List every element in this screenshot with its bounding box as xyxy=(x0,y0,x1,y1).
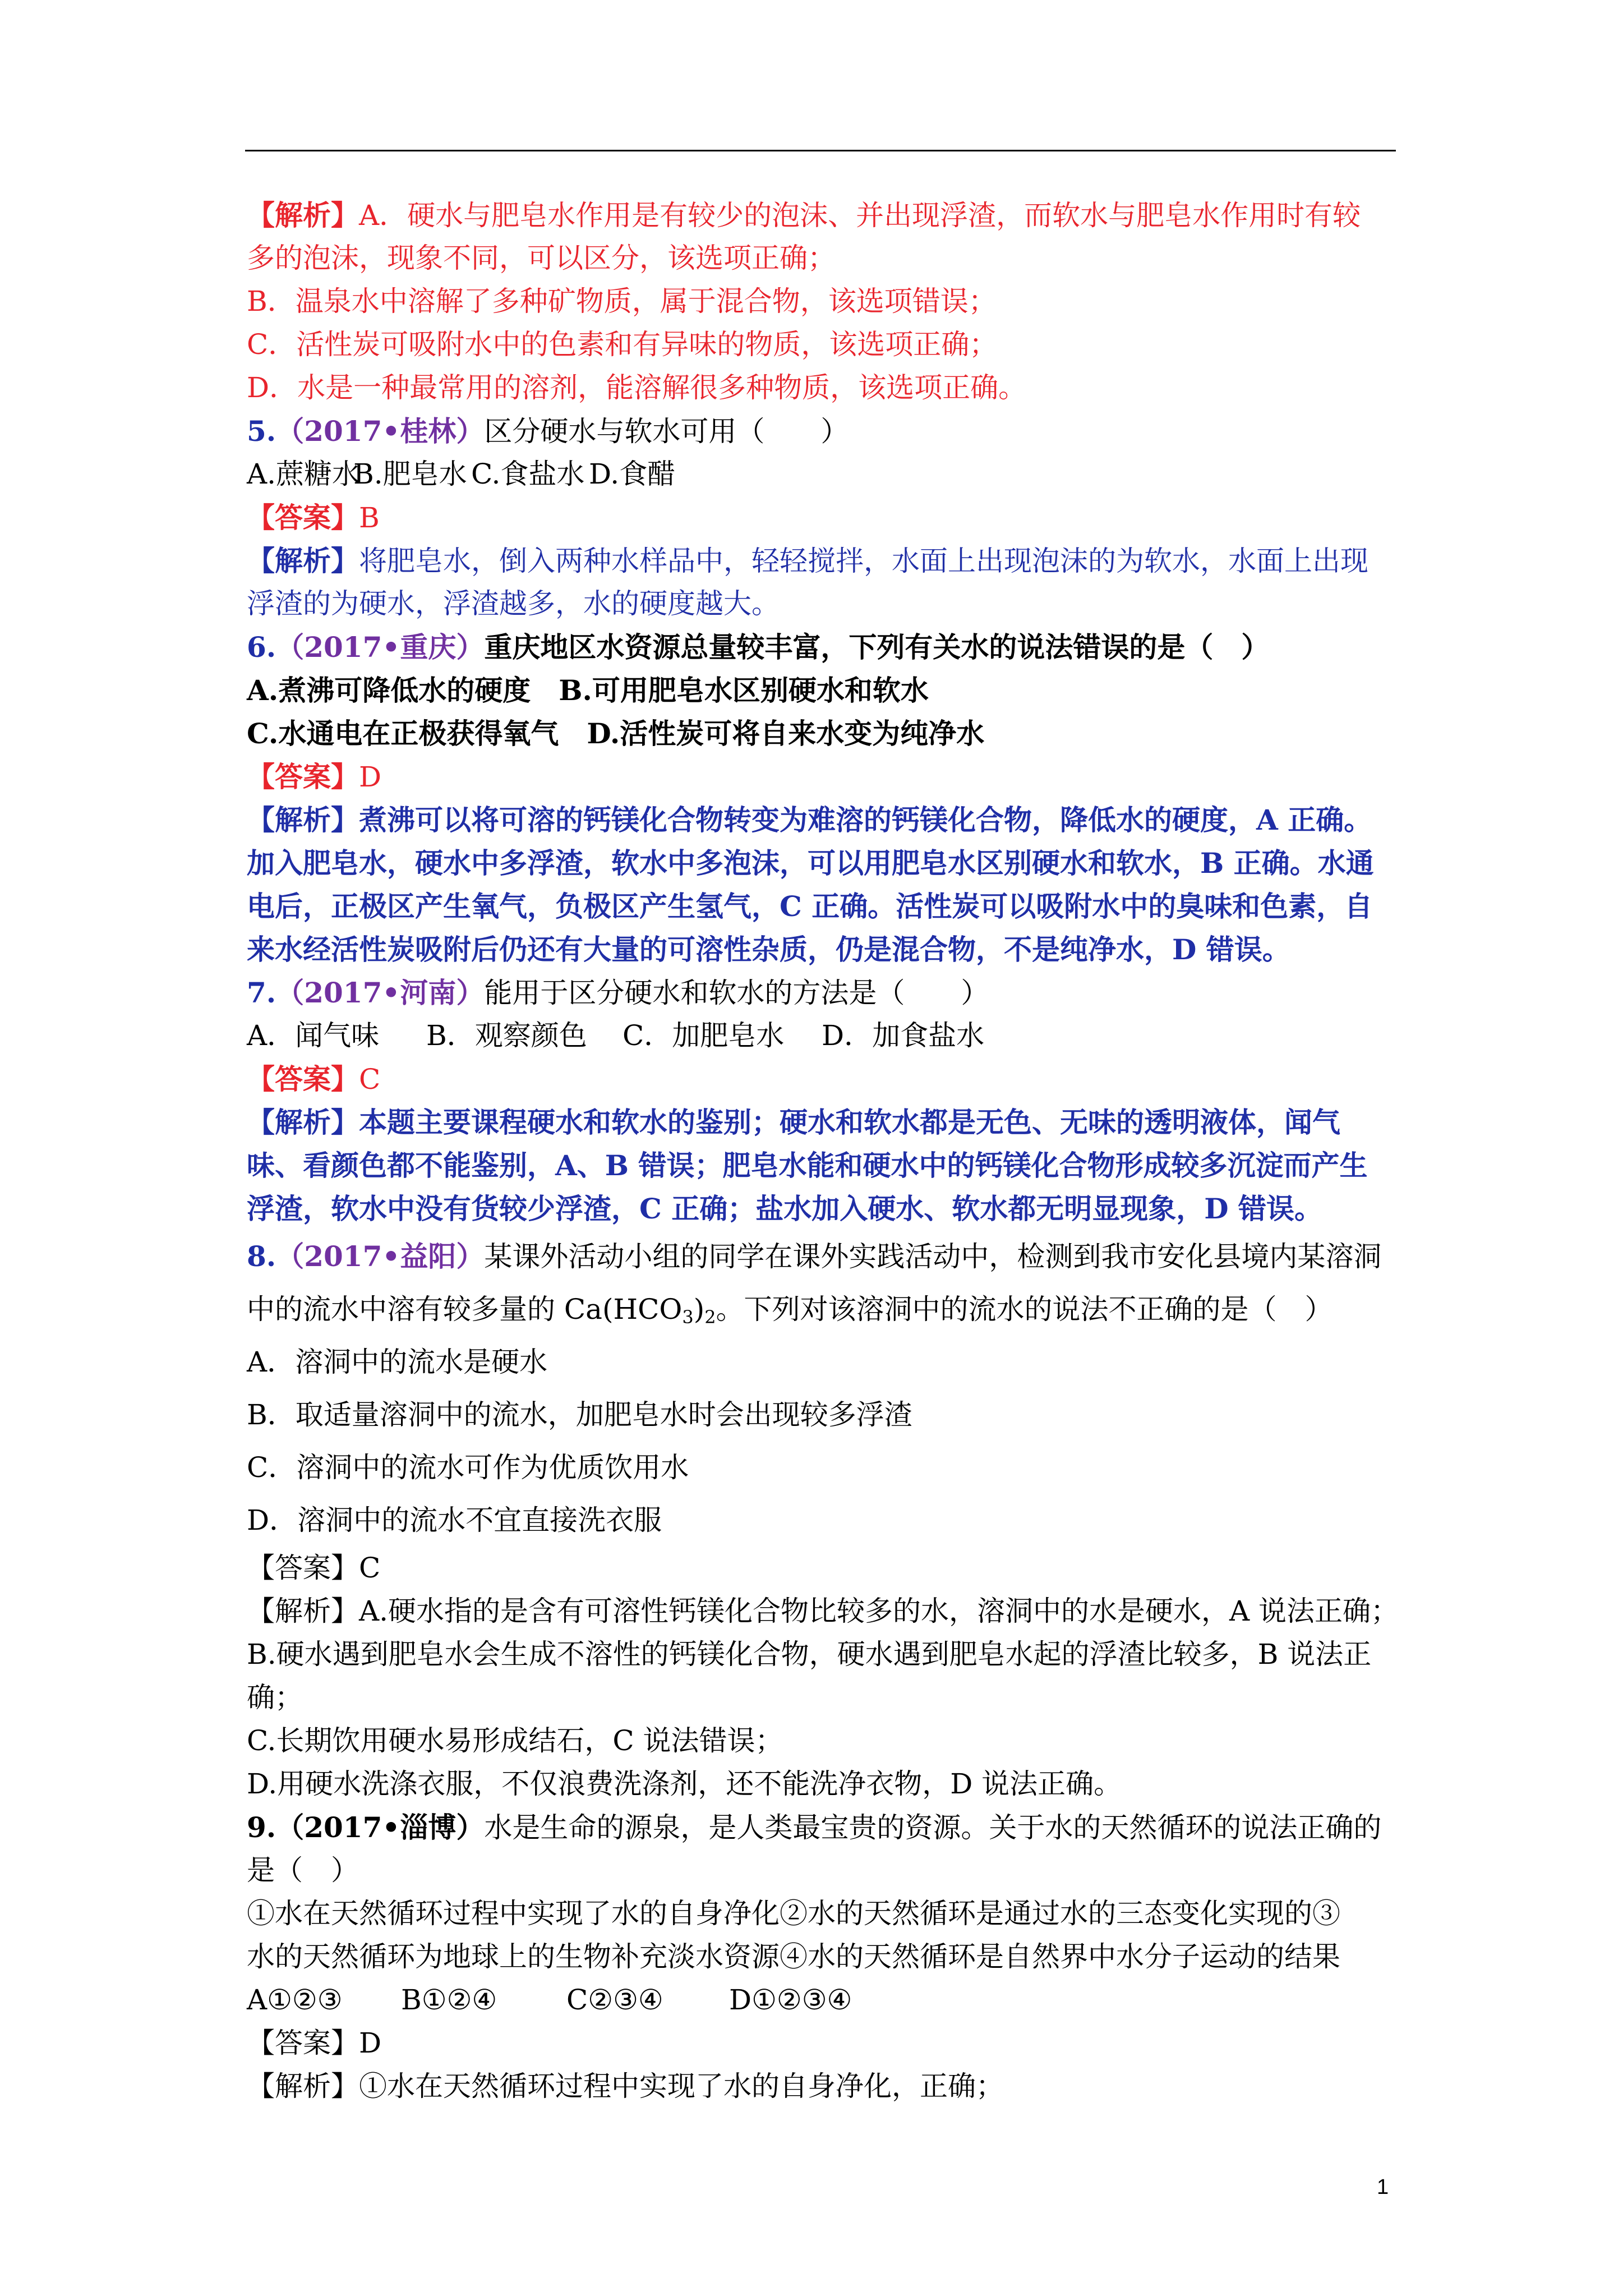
q8-analysis-line-3: 确； xyxy=(247,1681,303,1714)
q5-analysis-line-1 xyxy=(247,539,1402,582)
option-a: A①②③ xyxy=(247,1984,343,2016)
answer-value: D xyxy=(359,2027,382,2059)
q7-stem xyxy=(247,971,1402,1014)
q9-stem-line-4: 水的天然循环为地球上的生物补充淡水资源④水的天然循环是自然界中水分子运动的结果 xyxy=(247,1940,1340,1973)
option-d: D①②③④ xyxy=(729,1984,852,2016)
q8-analysis-line-1 xyxy=(247,1590,1402,1633)
q9-options xyxy=(247,1978,1402,2022)
option-c: C．加肥皂水 xyxy=(623,1019,785,1052)
q7-answer xyxy=(247,1057,1402,1101)
analysis-text: ①水在天然循环过程中实现了水的自身净化，正确； xyxy=(359,2070,1004,2102)
stem-text: 。下列对该溶洞中的流水的说法不正确的是（ ） xyxy=(716,1293,1333,1326)
analysis-text: 本题主要课程硬水和软水的鉴别；硬水和软水都是无色、无味的透明液体，闻气 xyxy=(359,1106,1340,1139)
question-source: （2017•益阳） xyxy=(276,1240,485,1273)
analysis-label: 【解析】 xyxy=(247,199,359,232)
question-source: （2017•河南） xyxy=(276,976,485,1009)
answer-label: 【答案】 xyxy=(247,501,359,534)
question-text: 区分硬水与软水可用（ ） xyxy=(484,415,849,448)
q4-analysis-line-5: D．水是一种最常用的溶剂，能溶解很多种物质，该选项正确。 xyxy=(247,371,1027,404)
document-body xyxy=(247,194,1402,2108)
option-d: D．加食盐水 xyxy=(822,1019,985,1052)
answer-label: 【答案】 xyxy=(247,2027,359,2059)
q9-analysis-line-1 xyxy=(247,2065,1402,2108)
q8-option-a: A．溶洞中的流水是硬水 xyxy=(247,1346,548,1378)
q6-answer xyxy=(247,755,1402,798)
q8-analysis-line-4: C.长期饮用硬水易形成结石，C 说法错误； xyxy=(247,1724,783,1757)
answer-label: 【答案】 xyxy=(247,760,359,793)
q6-options-line-1: A.煮沸可降低水的硬度 B.可用肥皂水区别硬水和软水 xyxy=(247,674,929,707)
option-b: B①②④ xyxy=(401,1984,497,2016)
analysis-text: A．硬水与肥皂水作用是有较少的泡沫、并出现浮渣，而软水与肥皂水作用时有较 xyxy=(359,199,1361,232)
question-source: （2017•重庆） xyxy=(276,631,485,664)
analysis-label: 【解析】 xyxy=(247,803,359,836)
q4-analysis-line-1 xyxy=(247,194,1402,237)
analysis-label: 【解析】 xyxy=(247,2070,359,2102)
analysis-label: 【解析】 xyxy=(247,1595,359,1627)
q4-analysis-line-2: 多的泡沫，现象不同，可以区分，该选项正确； xyxy=(247,242,836,274)
q6-analysis-line-2: 加入肥皂水，硬水中多浮渣，软水中多泡沫，可以用肥皂水区别硬水和软水，B 正确。水通 xyxy=(247,846,1374,880)
question-text: 能用于区分硬水和软水的方法是（ ） xyxy=(484,977,989,1009)
q6-analysis-line-4: 来水经活性炭吸附后仍还有大量的可溶性杂质，仍是混合物，不是纯净水，D 错误。 xyxy=(247,933,1290,966)
question-text: 水是生命的源泉，是人类最宝贵的资源。关于水的天然循环的说法正确的 xyxy=(484,1811,1382,1844)
question-number: 8. xyxy=(247,1240,276,1273)
q6-stem xyxy=(247,625,1402,669)
q8-option-b: B．取适量溶洞中的流水，加肥皂水时会出现较多浮渣 xyxy=(247,1398,912,1431)
answer-value: C xyxy=(359,1552,381,1584)
option-b: B．观察颜色 xyxy=(426,1019,587,1052)
option-c: C.食盐水 xyxy=(471,458,585,490)
q8-option-d: D．溶洞中的流水不宜直接洗衣服 xyxy=(247,1504,662,1536)
q7-options xyxy=(247,1014,1402,1057)
q6-analysis-line-3: 电后，正极区产生氧气，负极区产生氢气，C 正确。活性炭可以吸附水中的臭味和色素，自 xyxy=(247,890,1373,923)
question-number: 7. xyxy=(247,976,276,1009)
analysis-text: 煮沸可以将可溶的钙镁化合物转变为难溶的钙镁化合物，降低水的硬度，A 正确。 xyxy=(359,803,1372,836)
subscript: 2 xyxy=(704,1306,716,1328)
question-text: 某课外活动小组的同学在课外实践活动中，检测到我市安化县境内某溶洞 xyxy=(484,1240,1382,1273)
q8-answer xyxy=(247,1547,1402,1590)
analysis-text: A.硬水指的是含有可溶性钙镁化合物比较多的水，溶洞中的水是硬水，A 说法正确； xyxy=(359,1595,1399,1627)
answer-value: C xyxy=(359,1063,381,1096)
q6-analysis-line-1 xyxy=(247,798,1402,841)
q5-options xyxy=(247,453,1402,496)
q7-analysis-line-2: 味、看颜色都不能鉴别，A、B 错误；肥皂水能和硬水中的钙镁化合物形成较多沉淀而产生 xyxy=(247,1149,1368,1182)
q5-analysis-line-2: 浮渣的为硬水，浮渣越多，水的硬度越大。 xyxy=(247,587,780,620)
question-source: （2017•淄博） xyxy=(276,1811,485,1844)
subscript: 3 xyxy=(682,1306,694,1328)
q6-options-line-2: C.水通电在正极获得氧气 D.活性炭可将自来水变为纯净水 xyxy=(247,717,985,750)
q9-answer xyxy=(247,2022,1402,2065)
header-rule xyxy=(245,150,1396,151)
stem-text: ) xyxy=(693,1293,705,1326)
q8-analysis-line-5: D.用硬水洗涤衣服，不仅浪费洗涤剂，还不能洗净衣物，D 说法正确。 xyxy=(247,1768,1122,1800)
analysis-text: 将肥皂水，倒入两种水样品中，轻轻搅拌，水面上出现泡沫的为软水，水面上出现 xyxy=(359,545,1368,577)
page-number: 1 xyxy=(1377,2175,1389,2199)
q9-stem-line-3: ①水在天然循环过程中实现了水的自身净化②水的天然循环是通过水的三态变化实现的③ xyxy=(247,1897,1340,1930)
question-number: 6. xyxy=(247,631,276,664)
option-c: C②③④ xyxy=(566,1984,663,2016)
question-number: 5. xyxy=(247,415,276,448)
answer-value: D xyxy=(359,761,382,793)
question-source: （2017•桂林） xyxy=(276,415,485,448)
option-a: A.蔗糖水 xyxy=(247,458,361,490)
q7-analysis-line-3: 浮渣，软水中没有货较少浮渣，C 正确；盐水加入硬水、软水都无明显现象，D 错误。 xyxy=(247,1192,1322,1225)
answer-label: 【答案】 xyxy=(247,1062,359,1096)
analysis-label: 【解析】 xyxy=(247,544,359,577)
q8-stem-line-2 xyxy=(247,1283,1402,1336)
q8-option-c: C．溶洞中的流水可作为优质饮用水 xyxy=(247,1451,689,1484)
question-text: 重庆地区水资源总量较丰富，下列有关水的说法错误的是（ ） xyxy=(484,631,1270,664)
answer-label: 【答案】 xyxy=(247,1552,359,1584)
analysis-label: 【解析】 xyxy=(247,1106,359,1139)
stem-text: 中的流水中溶有较多量的 Ca(HCO xyxy=(247,1293,683,1326)
option-a: A．闻气味 xyxy=(247,1019,380,1052)
option-d: D.食醋 xyxy=(589,458,676,490)
q5-answer xyxy=(247,496,1402,539)
q8-stem-line-1 xyxy=(247,1230,1402,1283)
q9-stem-line-2: 是（ ） xyxy=(247,1854,359,1887)
q4-analysis-line-3: B．温泉水中溶解了多种矿物质，属于混合物，该选项错误； xyxy=(247,285,997,318)
q7-analysis-line-1 xyxy=(247,1101,1402,1144)
q5-stem xyxy=(247,409,1402,453)
option-b: B.肥皂水 xyxy=(353,458,467,490)
q4-analysis-line-4: C．活性炭可吸附水中的色素和有异味的物质，该选项正确； xyxy=(247,328,998,361)
answer-value: B xyxy=(359,501,380,534)
q8-analysis-line-2: B.硬水遇到肥皂水会生成不溶性的钙镁化合物，硬水遇到肥皂水起的浮渣比较多，B 说法正 xyxy=(247,1638,1372,1671)
question-number: 9. xyxy=(247,1811,276,1844)
q9-stem-line-1 xyxy=(247,1806,1402,1849)
